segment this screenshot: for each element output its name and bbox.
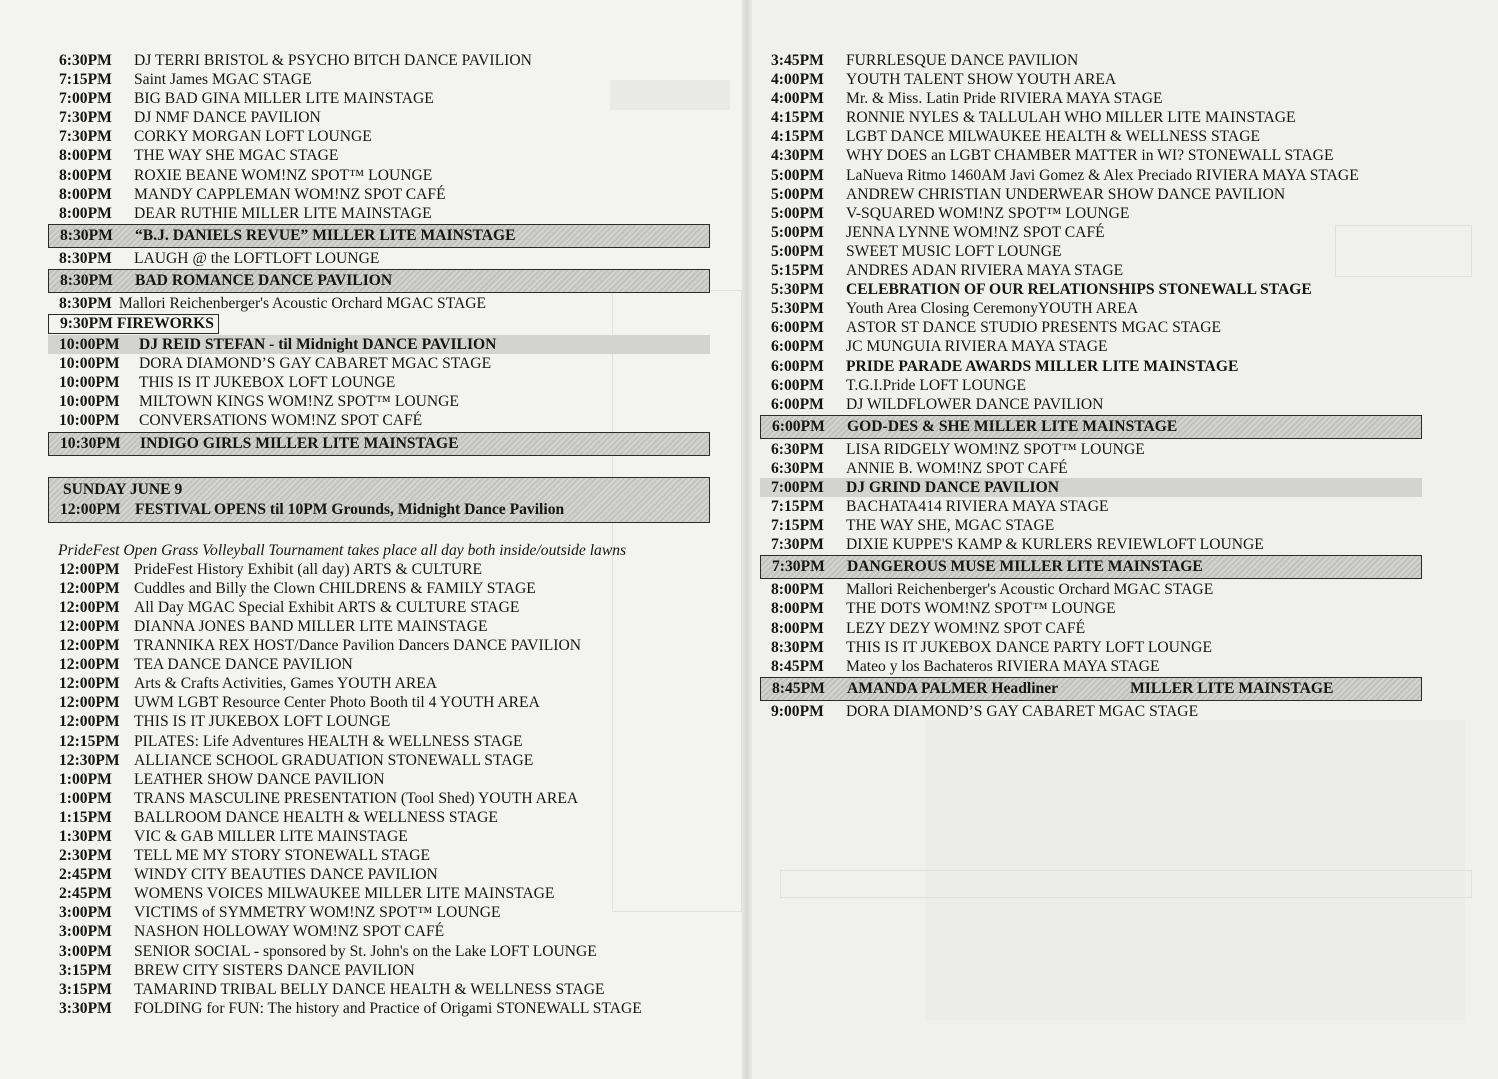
event: JENNA LYNNE WOM!NZ SPOT CAFÉ [846,223,1105,241]
time: 4:30PM [771,147,824,165]
schedule-row [48,693,710,712]
schedule-row [760,127,1422,146]
schedule-row [760,580,1422,599]
shaded-schedule-row [48,335,710,354]
event: CORKY MORGAN LOFT LOUNGE [134,128,372,146]
event: MANDY CAPPLEMAN WOM!NZ SPOT CAFÉ [134,185,446,203]
schedule-row [760,166,1422,185]
event: FIREWORKS [116,315,214,333]
event: ASTOR ST DANCE STUDIO PRESENTS MGAC STAGE [846,319,1222,337]
time: 8:00PM [59,185,112,203]
event: SWEET MUSIC LOFT LOUNGE [846,242,1062,260]
time: 7:30PM [772,558,825,576]
event: WHY DOES an LGBT CHAMBER MATTER in WI? STONEWALL STAGE [846,147,1334,165]
event: VICTIMS of SYMMETRY WOM!NZ SPOT™ LOUNGE [134,904,501,922]
schedule-row [48,903,710,922]
time: 6:00PM [771,338,824,356]
event: DJ REID STEFAN - til Midnight DANCE PAVILION [139,336,497,354]
time: 12:00PM [59,560,120,578]
time: 8:30PM [59,249,112,267]
time: 12:00PM [59,675,120,693]
time: 5:30PM [771,281,824,299]
event: LEATHER SHOW DANCE PAVILION [134,770,385,788]
event: DJ GRIND DANCE PAVILION [846,478,1059,496]
schedule-row [760,638,1422,657]
time: 3:15PM [59,980,112,998]
schedule-row [48,598,710,617]
schedule-row [48,827,710,846]
day-label: SUNDAY JUNE 9 [63,480,183,498]
event: DORA DIAMOND’S GAY CABARET MGAC STAGE [139,355,492,373]
event: DIANNA JONES BAND MILLER LITE MAINSTAGE [134,617,488,635]
time: 1:30PM [59,828,112,845]
highlighted-schedule-row [48,432,710,456]
schedule-row [48,846,710,865]
schedule-row [48,294,710,313]
time: 8:00PM [59,166,112,184]
event: THIS IS IT JUKEBOX DANCE PARTY LOFT LOUNGE [846,638,1212,656]
schedule-row [760,440,1422,459]
boxed-schedule-row [48,314,219,334]
event: WINDY CITY BEAUTIES DANCE PAVILION [134,866,438,884]
volleyball-note: PrideFest Open Grass Volleyball Tournament takes place all day both inside/outside lawns [58,541,627,559]
event: TELL ME MY STORY STONEWALL STAGE [134,847,431,865]
event: THIS IS IT JUKEBOX LOFT LOUNGE [134,713,391,731]
time: 5:30PM [771,300,824,318]
schedule-row [760,261,1422,280]
time: 12:00PM [59,637,120,655]
event: BALLROOM DANCE HEALTH & WELLNESS STAGE [134,808,498,826]
event: LAUGH @ the LOFTLOFT LOUNGE [134,249,380,267]
time: 8:00PM [59,147,112,165]
schedule-row [48,636,710,655]
time: 5:15PM [771,262,824,280]
event: PILATES: Life Adventures HEALTH & WELLNESS STAGE [134,732,523,750]
event: TAMARIND TRIBAL BELLY DANCE HEALTH & WELLNESS STAGE [134,980,605,998]
event: RONNIE NYLES & TALLULAH WHO MILLER LITE MAINSTAGE [846,109,1296,127]
event: FURRLESQUE DANCE PAVILION [846,52,1079,69]
event: PRIDE PARADE AWARDS MILLER LITE MAINSTAGE [846,357,1239,375]
headliner-row [760,677,1422,701]
event: BIG BAD GINA MILLER LITE MAINSTAGE [134,90,434,108]
event: TRANNIKA REX HOST/Dance Pavilion Dancers DANCE PAVILION [134,637,581,655]
time: 4:00PM [771,71,824,89]
time: 3:00PM [59,942,112,960]
event: ANDRES ADAN RIVIERA MAYA STAGE [846,262,1124,280]
event: YOUTH TALENT SHOW YOUTH AREA [846,71,1117,89]
schedule-row [760,702,1422,721]
bleed-through-shadow [925,720,1465,1020]
schedule-row [760,376,1422,395]
time: 5:00PM [771,166,824,184]
schedule-row [760,535,1422,554]
event: TRANS MASCULINE PRESENTATION (Tool Shed) YOUTH AREA [134,789,579,807]
schedule-row [48,980,710,999]
schedule-row [48,655,710,674]
time: 12:00PM [59,598,120,616]
event: ALLIANCE SCHOOL GRADUATION STONEWALL STAGE [134,751,534,769]
time: 6:30PM [771,459,824,477]
schedule-row [760,497,1422,516]
time: 5:00PM [771,242,824,260]
event: WOMENS VOICES MILWAUKEE MILLER LITE MAINSTAGE [134,885,555,903]
time: 8:00PM [771,581,824,599]
event: Saint James MGAC STAGE [134,71,312,89]
event: Mallori Reichenberger's Acoustic Orchard MGAC STAGE [118,294,487,312]
schedule-row [760,146,1422,165]
time: 1:15PM [59,808,112,826]
time: 9:30PM [60,315,113,333]
schedule-row [48,942,710,961]
event: UWM LGBT Resource Center Photo Booth til 4 YOUTH AREA [134,694,540,712]
time: 5:00PM [771,185,824,203]
schedule-row [48,354,710,373]
schedule-row [48,146,710,165]
event: FOLDING for FUN: The history and Practice of Origami STONEWALL STAGE [134,999,642,1017]
time: 8:00PM [771,619,824,637]
schedule-row [48,185,710,204]
schedule-row [760,299,1422,318]
schedule-row [760,70,1422,89]
schedule-row [48,249,710,268]
event: DANGEROUS MUSE MILLER LITE MAINSTAGE [847,558,1203,576]
schedule-row [760,459,1422,478]
time: 10:00PM [59,336,120,354]
time: 8:00PM [59,204,112,222]
event: Arts & Crafts Activities, Games YOUTH AREA [134,675,438,693]
time: 6:00PM [771,319,824,337]
schedule-row [48,127,710,146]
event: T.G.I.Pride LOFT LOUNGE [846,376,1027,394]
time: 1:00PM [59,770,112,788]
event: SENIOR SOCIAL - sponsored by St. John's on the Lake LOFT LOUNGE [134,942,597,960]
venue: MILLER LITE MAINSTAGE [1130,679,1334,697]
time: 2:30PM [59,847,112,865]
schedule-row [48,560,710,579]
time: 7:15PM [771,517,824,535]
time: 12:15PM [59,732,120,750]
event: “B.J. DANIELS REVUE” MILLER LITE MAINSTAGE [135,226,516,244]
event: THE DOTS WOM!NZ SPOT™ LOUNGE [846,600,1116,618]
schedule-row [760,516,1422,535]
time: 2:45PM [59,885,112,903]
time: 5:00PM [771,223,824,241]
time: 6:00PM [772,417,825,435]
event: ROXIE BEANE WOM!NZ SPOT™ LOUNGE [134,166,433,184]
time: 7:00PM [771,478,824,496]
schedule-row [48,373,710,392]
schedule-row [48,89,710,108]
schedule-row [760,204,1422,223]
time: 12:00PM [60,500,121,518]
schedule-row [48,999,710,1018]
event: LGBT DANCE MILWAUKEE HEALTH & WELLNESS STAGE [846,128,1260,146]
shaded-schedule-row [760,478,1422,497]
event: TEA DANCE DANCE PAVILION [134,656,353,674]
event: LEZY DEZY WOM!NZ SPOT CAFÉ [846,619,1086,637]
event: ANDREW CHRISTIAN UNDERWEAR SHOW DANCE PAVILION [846,185,1286,203]
time: 6:00PM [771,376,824,394]
schedule-row [760,657,1422,676]
event: AMANDA PALMER Headliner [847,679,1059,697]
event: LISA RIDGELY WOM!NZ SPOT™ LOUNGE [846,440,1145,458]
time: 7:15PM [771,498,824,516]
time: 2:45PM [59,866,112,884]
time: 6:30PM [771,440,824,458]
time: 8:00PM [771,600,824,618]
time: 4:15PM [771,109,824,127]
event: INDIGO GIRLS MILLER LITE MAINSTAGE [140,434,459,452]
time: 8:30PM [60,226,113,244]
schedule-row [48,674,710,693]
schedule-row [760,337,1422,356]
event: BAD ROMANCE DANCE PAVILION [135,271,393,289]
schedule-row [48,789,710,808]
schedule-row [48,865,710,884]
schedule-row [760,357,1422,376]
event: THE WAY SHE MGAC STAGE [134,147,339,165]
schedule-row [48,884,710,903]
event: CELEBRATION OF OUR RELATIONSHIPS STONEWALL STAGE [846,281,1312,299]
event: THE WAY SHE, MGAC STAGE [846,517,1055,535]
event: ANNIE B. WOM!NZ SPOT CAFÉ [846,459,1068,477]
time: 12:00PM [59,713,120,731]
schedule-row [760,242,1422,261]
highlighted-schedule-row [760,555,1422,579]
event: GOD-DES & SHE MILLER LITE MAINSTAGE [847,417,1178,435]
schedule-row [760,619,1422,638]
event: PrideFest History Exhibit (all day) ARTS & CULTURE [134,560,483,578]
time: 12:00PM [59,694,120,712]
event: CONVERSATIONS WOM!NZ SPOT CAFÉ [139,412,423,430]
time: 7:30PM [771,536,824,554]
schedule-row [48,751,710,770]
schedule-row [48,770,710,789]
event: NASHON HOLLOWAY WOM!NZ SPOT CAFÉ [134,923,445,941]
event: Mr. & Miss. Latin Pride RIVIERA MAYA STAGE [846,90,1163,108]
schedule-row [48,70,710,89]
event: DEAR RUTHIE MILLER LITE MAINSTAGE [134,204,432,222]
time: 3:15PM [59,961,112,979]
time: 7:30PM [59,109,112,127]
schedule-row [760,89,1422,108]
event: V-SQUARED WOM!NZ SPOT™ LOUNGE [846,204,1130,222]
event: DJ TERRI BRISTOL & PSYCHO BITCH DANCE PAVILION [134,52,532,69]
time: 4:00PM [771,90,824,108]
schedule-row [760,108,1422,127]
time: 8:45PM [772,679,825,697]
time: 12:00PM [59,656,120,674]
time: 4:15PM [771,128,824,146]
time: 8:30PM [59,294,112,312]
time: 3:00PM [59,904,112,922]
event: Youth Area Closing CeremonyYOUTH AREA [846,300,1139,318]
left-schedule [48,51,710,1018]
schedule-row [48,808,710,827]
time: 3:45PM [771,52,824,69]
time: 8:30PM [60,271,113,289]
time: 8:30PM [771,638,824,656]
event: BREW CITY SISTERS DANCE PAVILION [134,961,415,979]
time: 1:00PM [59,789,112,807]
event: MILTOWN KINGS WOM!NZ SPOT™ LOUNGE [139,393,459,411]
schedule-row [48,51,710,70]
event: THIS IS IT JUKEBOX LOFT LOUNGE [139,374,396,392]
page-fold [742,0,752,1079]
event: Mallori Reichenberger's Acoustic Orchard MGAC STAGE [846,581,1214,599]
schedule-row [48,617,710,636]
schedule-row [49,500,709,519]
schedule-row [48,108,710,127]
event: Cuddles and Billy the Clown CHILDRENS & FAMILY STAGE [134,579,536,597]
schedule-row [760,51,1422,70]
schedule-row [48,732,710,751]
highlighted-schedule-row [48,224,710,248]
event: BACHATA414 RIVIERA MAYA STAGE [846,498,1109,516]
time: 7:00PM [59,90,112,108]
event: VIC & GAB MILLER LITE MAINSTAGE [134,828,408,845]
schedule-row [48,961,710,980]
schedule-row [48,579,710,598]
time: 10:30PM [60,434,121,452]
event: All Day MGAC Special Exhibit ARTS & CULTURE STAGE [134,598,520,616]
time: 7:30PM [59,128,112,146]
right-schedule [760,51,1422,721]
event: LaNueva Ritmo 1460AM Javi Gomez & Alex Preciado RIVIERA MAYA STAGE [846,166,1359,184]
time: 3:30PM [59,999,112,1017]
time: 3:00PM [59,923,112,941]
schedule-row [760,280,1422,299]
time: 10:00PM [59,374,120,392]
schedule-row [760,318,1422,337]
schedule-row [760,395,1422,414]
time: 7:15PM [59,71,112,89]
sunday-header [48,477,710,523]
schedule-row [48,392,710,411]
time: 12:30PM [59,751,120,769]
schedule-row [760,223,1422,242]
time: 12:00PM [59,579,120,597]
event: DIXIE KUPPE'S KAMP & KURLERS REVIEWLOFT LOUNGE [846,536,1264,554]
schedule-row [760,185,1422,204]
event: DORA DIAMOND’S GAY CABARET MGAC STAGE [846,702,1199,720]
highlighted-schedule-row [760,415,1422,439]
highlighted-schedule-row [48,269,710,293]
time: 8:45PM [771,657,824,675]
event: Mateo y los Bachateros RIVIERA MAYA STAGE [846,657,1160,675]
time: 9:00PM [771,702,824,720]
time: 12:00PM [59,617,120,635]
time: 6:30PM [59,52,112,69]
schedule-row [48,712,710,731]
time: 10:00PM [59,393,120,411]
time: 10:00PM [59,355,120,373]
event: JC MUNGUIA RIVIERA MAYA STAGE [846,338,1108,356]
schedule-row [48,166,710,185]
time: 10:00PM [59,412,120,430]
schedule-row [760,599,1422,618]
time: 6:00PM [771,357,824,375]
event: FESTIVAL OPENS til 10PM Grounds, Midnight Dance Pavilion [135,500,565,518]
schedule-row [48,411,710,430]
schedule-row [48,922,710,941]
spacer [48,457,710,475]
time: 5:00PM [771,204,824,222]
time: 6:00PM [771,395,824,413]
event: DJ NMF DANCE PAVILION [134,109,321,127]
event: DJ WILDFLOWER DANCE PAVILION [846,395,1104,413]
schedule-row [48,204,710,223]
